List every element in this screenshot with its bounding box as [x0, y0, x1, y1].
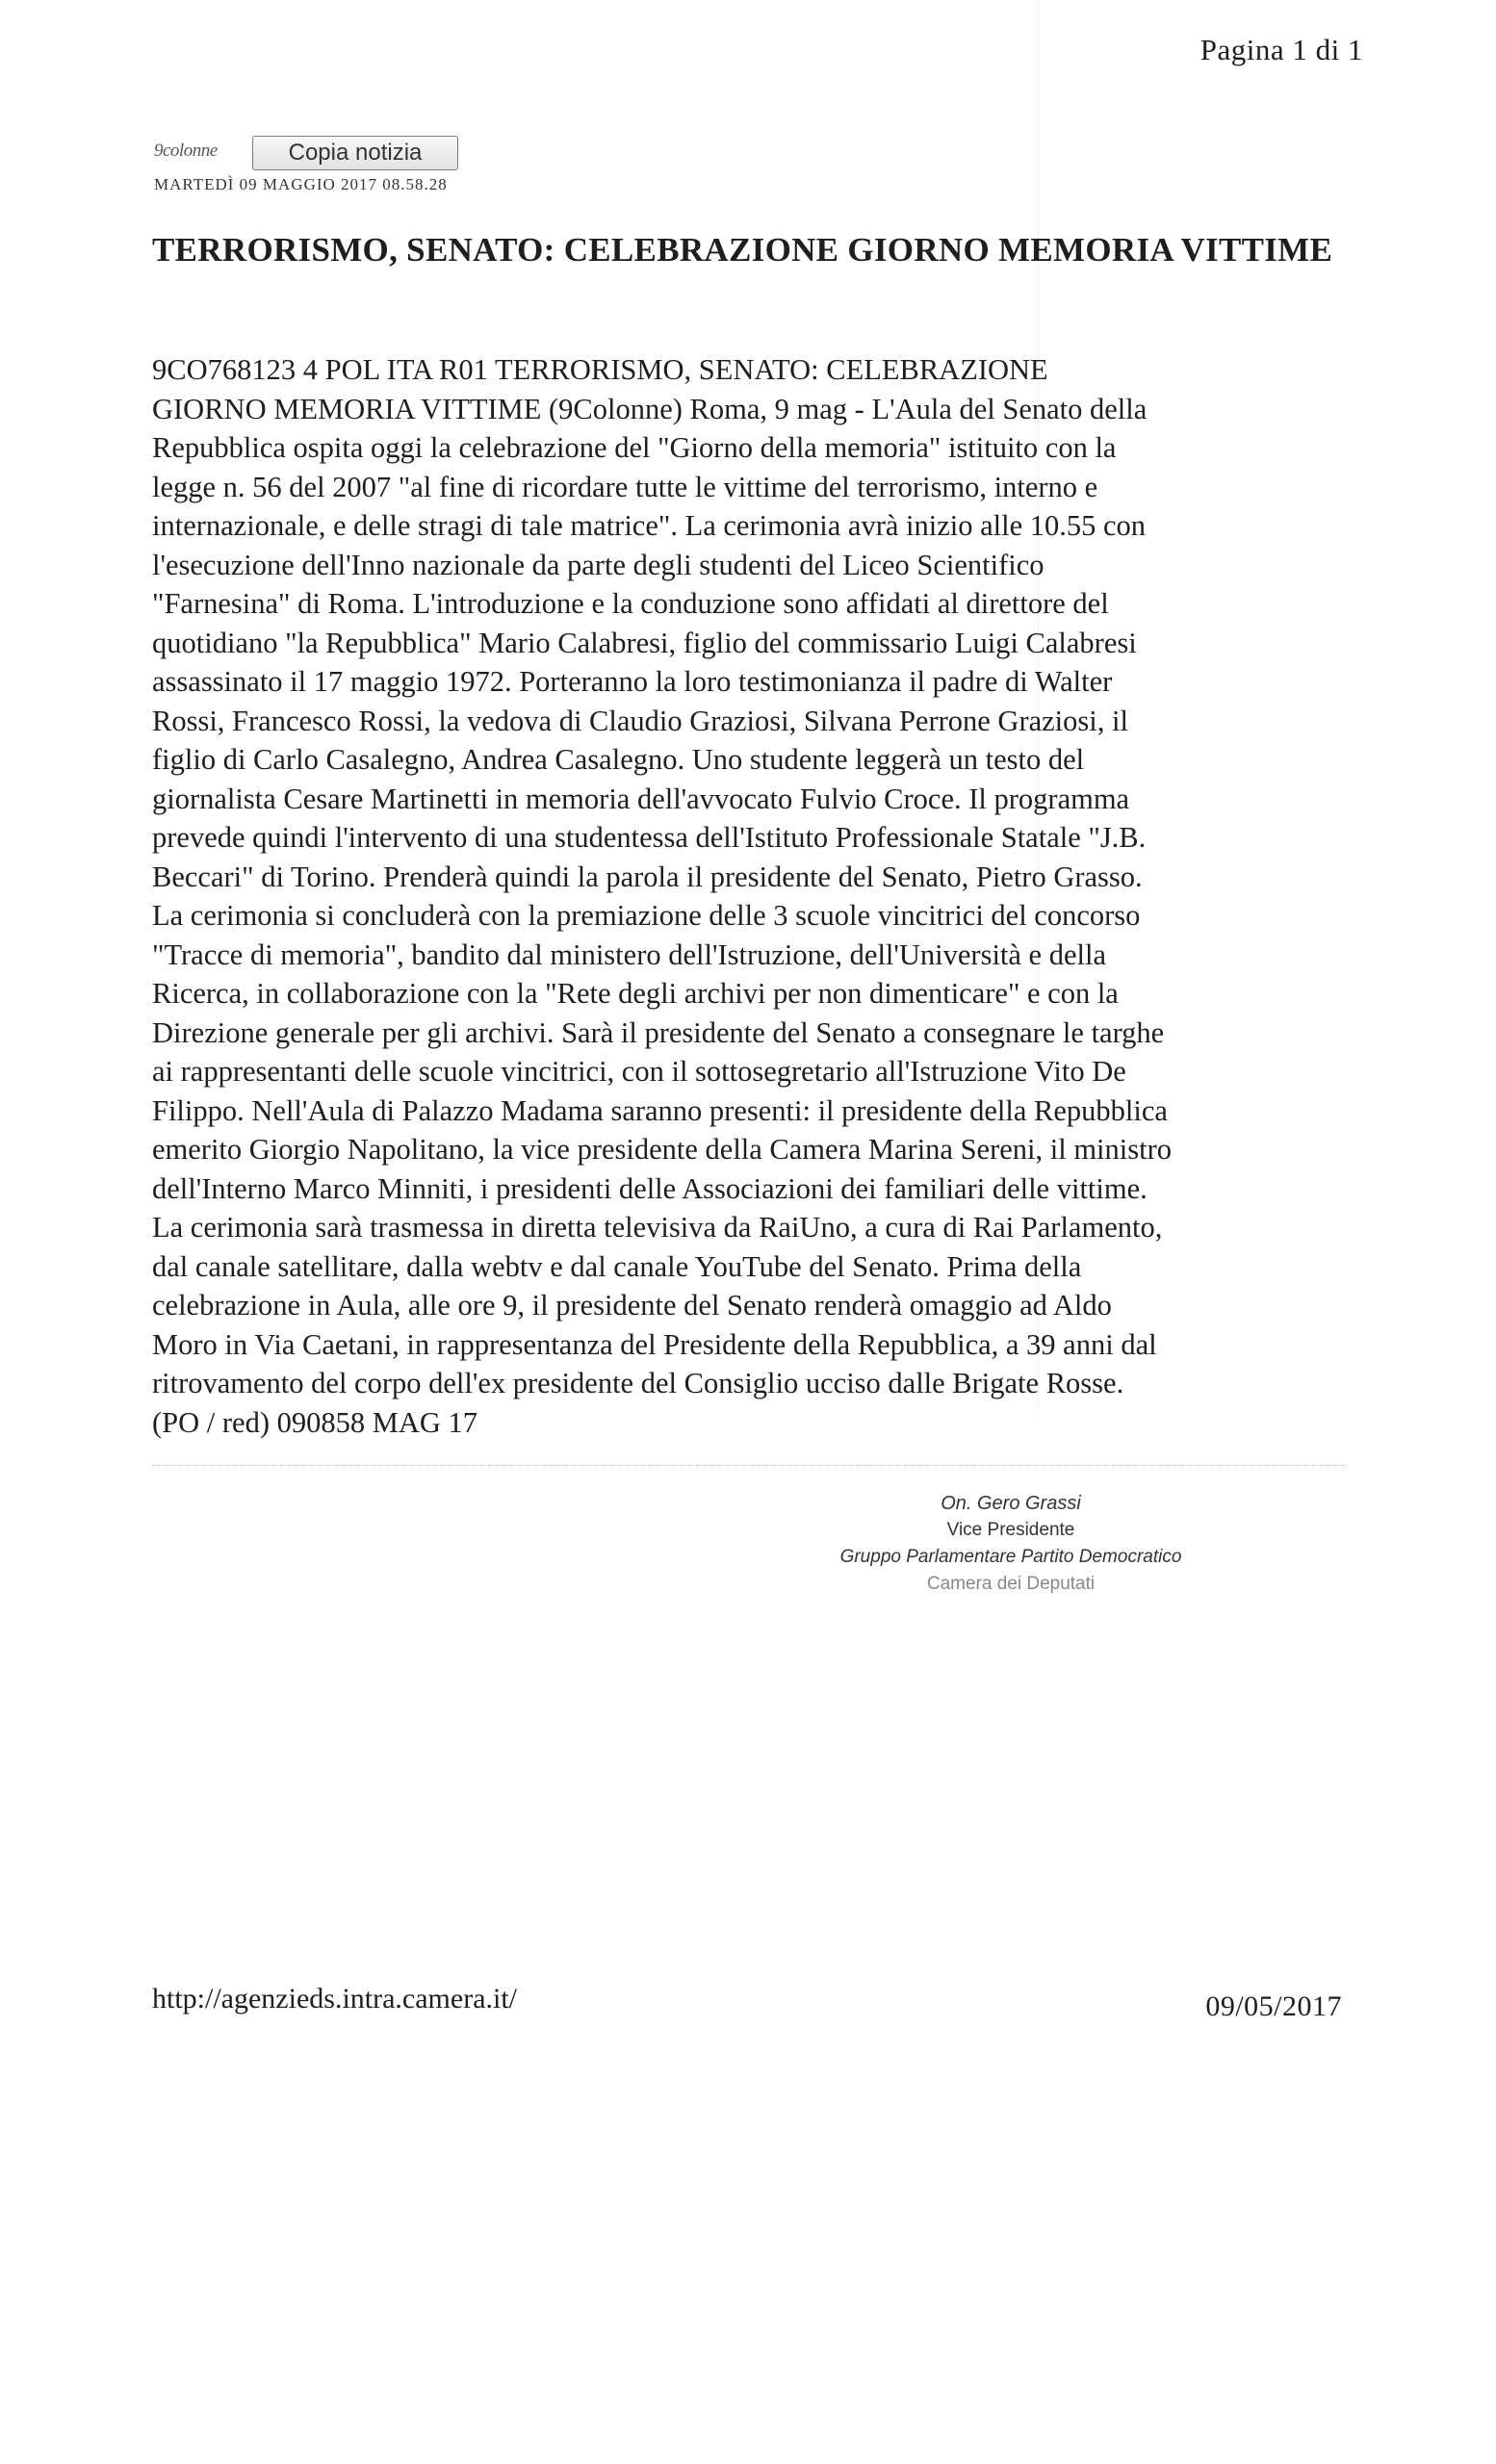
article-line: La cerimonia si concluderà con la premiazione delle 3 scuole vincitrici del concorso	[152, 899, 1141, 932]
stamp-name: On. Gero Grassi	[941, 1493, 1081, 1514]
article-line: giornalista Cesare Martinetti in memoria dell'avvocato Fulvio Croce. Il programma	[152, 782, 1130, 815]
article-line: dell'Interno Marco Minniti, i presidenti delle Associazioni dei familiari delle vittime.	[152, 1171, 1148, 1205]
article-line: ritrovamento del corpo dell'ex presidente del Consiglio ucciso dalle Brigate Rosse.	[152, 1367, 1124, 1399]
agency-logo: 9colonne	[154, 141, 218, 161]
article-line: Beccari" di Torino. Prenderà quindi la parola il presidente del Senato, Pietro Grasso.	[152, 860, 1143, 893]
article-line: Repubblica ospita oggi la celebrazione del "Giorno della memoria" istituito con la	[152, 431, 1117, 464]
article-line: Moro in Via Caetani, in rappresentanza del Presidente della Repubblica, a 39 anni dal	[152, 1327, 1157, 1361]
dotted-separator	[152, 1465, 1346, 1466]
footer-date: 09/05/2017	[1205, 1990, 1342, 2022]
article-line: prevede quindi l'intervento di una studentessa dell'Istituto Professionale Statale "J.B.	[152, 821, 1147, 854]
article-sign-off: (PO / red) 090858 MAG 17	[152, 1405, 478, 1439]
signature-stamp	[789, 1490, 1232, 1598]
article-line: Direzione generale per gli archivi. Sarà il presidente del Senato a consegnare le targhe	[152, 1015, 1165, 1049]
article-line: Filippo. Nell'Aula di Palazzo Madama saranno presenti: il presidente della Repubblica	[152, 1093, 1168, 1127]
article-line: GIORNO MEMORIA VITTIME (9Colonne) Roma, 9 mag - L'Aula del Senato della	[152, 392, 1148, 425]
article-line: figlio di Carlo Casalegno, Andrea Casalegno. Uno studente leggerà un testo del	[152, 743, 1085, 776]
article-line: Ricerca, in collaborazione con la "Rete degli archivi per non dimenticare" e con la	[152, 977, 1119, 1010]
article-line: "Farnesina" di Roma. L'introduzione e la conduzione sono affidati al direttore del	[152, 587, 1109, 620]
stamp-group: Gruppo Parlamentare Partito Democratico	[839, 1547, 1182, 1567]
article-line: La cerimonia sarà trasmessa in diretta televisiva da RaiUno, a cura di Rai Parlamento,	[152, 1211, 1163, 1244]
copy-news-button[interactable]: Copia notizia	[252, 136, 458, 170]
article-line: internazionale, e delle stragi di tale matrice". La cerimonia avrà inizio alle 10.55 con	[152, 509, 1147, 542]
article-headline: TERRORISMO, SENATO: CELEBRAZIONE GIORNO MEMORIA VITTIME	[152, 231, 1333, 269]
article-body	[152, 350, 1365, 1442]
news-timestamp: MARTEDÌ 09 MAGGIO 2017 08.58.28	[154, 175, 448, 193]
article-line: emerito Giorgio Napolitano, la vice presidente della Camera Marina Sereni, il ministro	[152, 1133, 1172, 1166]
article-line: 9CO768123 4 POL ITA R01 TERRORISMO, SENATO: CELEBRAZIONE	[152, 353, 1048, 386]
article-line: quotidiano "la Repubblica" Mario Calabresi, figlio del commissario Luigi Calabresi	[152, 626, 1137, 659]
article-line: dal canale satellitare, dalla webtv e dal canale YouTube del Senato. Prima della	[152, 1249, 1082, 1283]
footer-url: http://agenzieds.intra.camera.it/	[152, 1983, 518, 2015]
page-indicator: Pagina 1 di 1	[1199, 33, 1363, 66]
article-line: "Tracce di memoria", bandito dal ministero dell'Istruzione, dell'Università e della	[152, 937, 1106, 971]
stamp-chamber: Camera dei Deputati	[926, 1574, 1096, 1594]
article-line: celebrazione in Aula, alle ore 9, il presidente del Senato renderà omaggio ad Aldo	[152, 1289, 1112, 1322]
article-line: l'esecuzione dell'Inno nazionale da parte degli studenti del Liceo Scientifico	[152, 548, 1045, 581]
article-line: assassinato il 17 maggio 1972. Porteranno la loro testimonianza il padre di Walter	[152, 665, 1113, 698]
article-line: ai rappresentanti delle scuole vincitrici, con il sottosegretario all'Istruzione Vito De	[152, 1055, 1126, 1088]
stamp-role: Vice Presidente	[946, 1520, 1075, 1540]
article-line: Rossi, Francesco Rossi, la vedova di Claudio Graziosi, Silvana Perrone Graziosi, il	[152, 704, 1128, 737]
article-line: legge n. 56 del 2007 "al fine di ricordare tutte le vittime del terrorismo, interno e	[152, 470, 1098, 503]
